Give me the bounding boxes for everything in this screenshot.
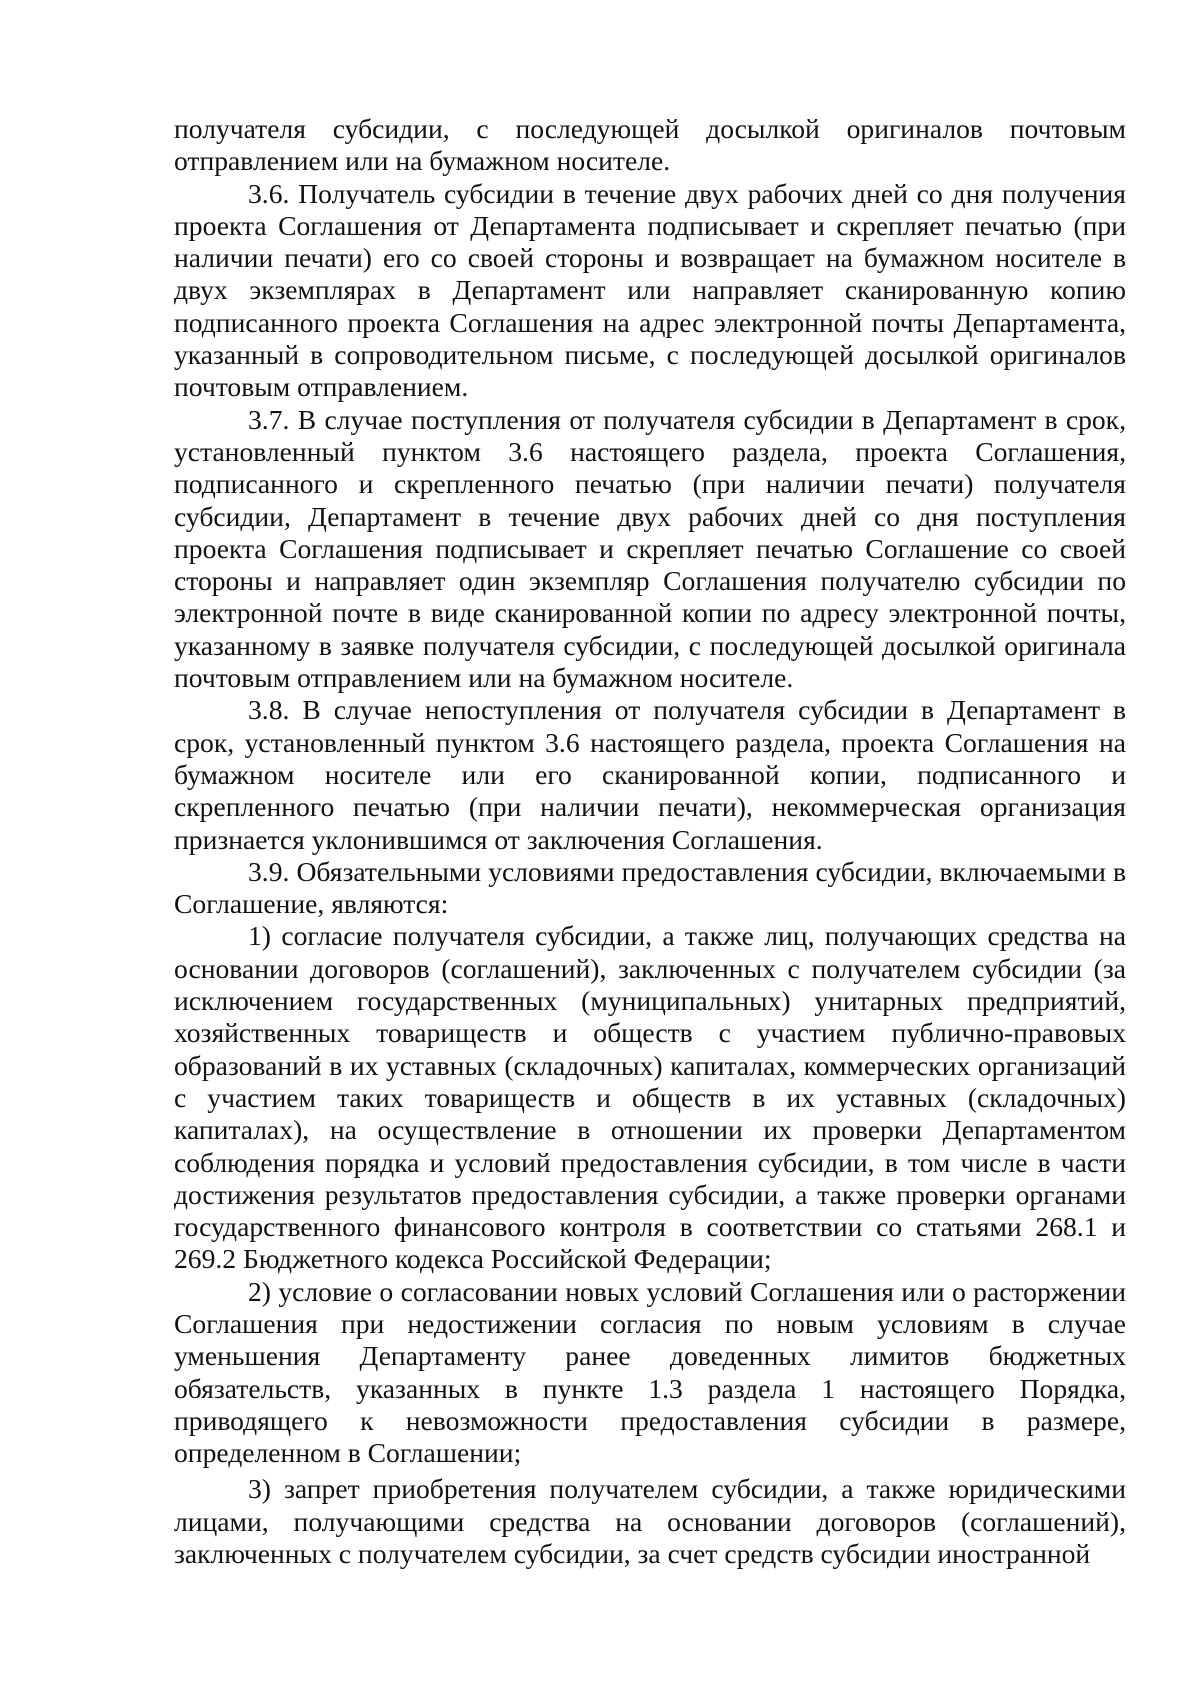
document-body [174,113,1126,1570]
paragraph-3-7: 3.7. В случае поступления от получателя субсидии в Департамент в срок, установленный пунктом 3.6 настоящего раздела, проекта Соглашения, подписанного и скрепленного печатью (при наличии печати) получателя субсидии, Департамент в течение двух рабочих дней со дня поступления проекта Соглашения подписывает и скрепляет печатью Соглашение со своей стороны и направляет один экземпляр Соглашения получателю субсидии по электронной почте в виде сканированной копии по адресу электронной почты, указанному в заявке получателя субсидии, с последующей досылкой оригинала почтовым отправлением или на бумажном носителе. [174,403,1126,694]
list-item-3: 3) запрет приобретения получателем субсидии, а также юридическими лицами, получающими средства на основании договоров (соглашений), заключенных с получателем субсидии, за счет средств субсидии иностранной [174,1473,1126,1570]
list-item-2: 2) условие о согласовании новых условий Соглашения или о расторжении Соглашения при недостижении согласия по новым условиям в случае уменьшения Департаменту ранее доведенных лимитов бюджетных обязательств, указанных в пункте 1.3 раздела 1 настоящего Порядка, приводящего к невозможности предоставления субсидии в размере, определенном в Соглашении; [174,1275,1126,1469]
list-item-1: 1) согласие получателя субсидии, а также лиц, получающих средства на основании договоров (соглашений), заключенных с получателем субсидии (за исключением государственных (муниципальных) унитарных предприятий, хозяйственных товариществ и обществ с участием публично-правовых образований в их уставных (складочных) капиталах, коммерческих организаций с участием таких товариществ и обществ в их уставных (складочных) капиталах), на осуществление в отношении их проверки Департаментом соблюдения порядка и условий предоставления субсидии, в том числе в части достижения результатов предоставления субсидии, а также проверки органами государственного финансового контроля в соответствии со статьями 268.1 и 269.2 Бюджетного кодекса Российской Федерации; [174,920,1126,1275]
paragraph-3-8: 3.8. В случае непоступления от получателя субсидии в Департамент в срок, установленный пунктом 3.6 настоящего раздела, проекта Соглашения на бумажном носителе или его сканированной копии, подписанного и скрепленного печатью (при наличии печати), некоммерческая организация признается уклонившимся от заключения Соглашения. [174,694,1126,855]
paragraph-3-6: 3.6. Получатель субсидии в течение двух рабочих дней со дня получения проекта Соглашения от Департамента подписывает и скрепляет печатью (при наличии печати) его со своей стороны и возвращает на бумажном носителе в двух экземплярах в Департамент или направляет сканированную копию подписанного проекта Соглашения на адрес электронной почты Департамента, указанный в сопроводительном письме, с последующей досылкой оригиналов почтовым отправлением. [174,177,1126,403]
paragraph-3-9: 3.9. Обязательными условиями предоставления субсидии, включаемыми в Соглашение, являются: [174,855,1126,920]
paragraph-continuation: получателя субсидии, с последующей досылкой оригиналов почтовым отправлением или на бумажном носителе. [174,113,1126,177]
